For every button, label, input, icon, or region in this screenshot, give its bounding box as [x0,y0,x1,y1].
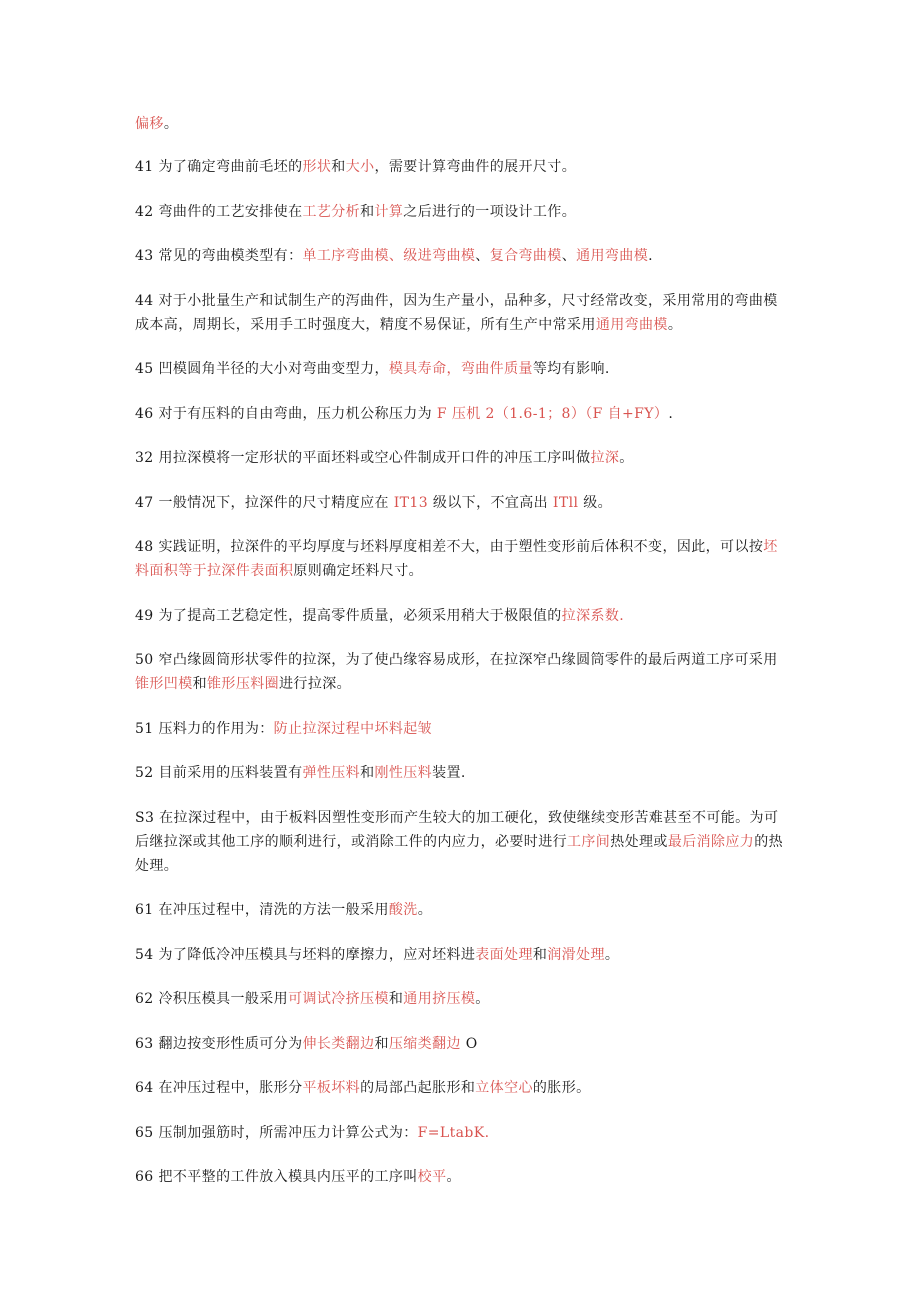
paragraph [135,1076,790,1100]
body-text: 和 [331,159,346,175]
answer-text: 防止拉深过程中坏料起皱 [273,720,433,737]
body-text: 64 在冲压过程中，胀形分 [135,1080,303,1096]
body-text: 和 [532,946,548,963]
body-text: 。 [417,902,433,918]
answer-text: 最后消除应力 [667,833,755,850]
answer-text: 表面处理 [475,946,533,963]
answer-text: 拉深系数. [561,607,625,624]
body-text: 51 压料力的作用为： [135,720,274,737]
paragraph [135,943,790,967]
document-page [135,112,790,1210]
paragraph [135,491,790,515]
answer-text: 计算 [374,203,404,220]
body-text: 43 常见的弯曲模类型有： [135,248,303,264]
answer-text: 通用挤压模 [403,991,476,1007]
body-text: 热处理或 [610,833,668,850]
body-text: 和 [192,676,208,692]
answer-text: IT13 [393,494,429,511]
body-text: 和 [374,1035,389,1052]
body-text: 的热处理。 [135,833,784,874]
answer-text: 可调试冷挤压模 [288,991,389,1007]
paragraph [135,1165,790,1189]
body-text: 之后进行的一项设计工作。 [403,203,577,220]
body-text: 49 为了提高工艺稳定性，提高零件质量，必须采用稍大于极限值的 [135,607,562,624]
answer-text: 压缩类翻边 [388,1035,461,1052]
paragraph [135,357,790,381]
paragraph [135,402,790,426]
body-text: 32 用拉深模将一定形状的平面坯料或空心件制成开口件的冲压工序叫做 [135,450,591,466]
paragraph [135,200,790,224]
answer-text: 锥形凹模 [135,676,193,692]
body-text: ，需要计算弯曲件的展开尺寸。 [374,159,577,175]
paragraph [135,1032,790,1056]
body-text: 级。 [578,494,613,511]
body-text: 45 凹模圆角半径的大小对弯曲变型力， [135,361,389,377]
answer-text: 通用弯曲模 [576,248,649,264]
paragraph [135,717,790,741]
body-text: 66 把不平整的工件放入模具内压平的工序叫 [135,1169,418,1185]
body-text: 和 [360,765,375,781]
body-text: 42 弯曲件的工艺安排使在 [135,203,303,220]
body-text: O [460,1035,478,1052]
answer-text: 工艺分析 [302,203,361,220]
paragraph [135,898,790,922]
body-text: 41 为了确定弯曲前毛坯的 [135,159,303,175]
answer-text: 校平 [417,1169,447,1185]
answer-text: F=LtabK. [417,1124,490,1141]
body-text: 。 [163,116,179,132]
answer-text: 通用弯曲模 [595,316,668,333]
answer-text: 锥形压料圈 [207,676,280,692]
paragraph [135,1121,790,1145]
answer-text: 伸长类翻边 [302,1035,375,1052]
paragraph [135,155,790,179]
answer-text: 立体空心 [475,1080,533,1096]
body-text: 。 [475,991,490,1007]
answer-text: 坯料面积等于拉深件表面积 [135,539,778,579]
body-text: 。 [619,450,634,466]
body-text: 61 在冲压过程中，清洗的方法一般采用 [135,902,389,918]
paragraph [135,289,790,337]
paragraph [135,112,790,136]
body-text: 和 [388,991,404,1007]
paragraph [135,648,790,696]
answer-text: 大小 [345,159,375,175]
body-text: 63 翻边按变形性质可分为 [135,1035,303,1052]
answer-text: 刚性压料 [374,765,433,781]
body-text: 47 一般情况下，拉深件的尺寸精度应在 [135,494,394,511]
answer-text: 平板坏料 [302,1080,361,1096]
answer-text: 单工序弯曲模、级进弯曲模 [302,248,476,264]
body-text: 的局部凸起胀形和 [360,1080,476,1096]
answer-text: 工序间 [567,833,611,850]
body-text: 原则确定坯料尺寸。 [293,563,424,579]
body-text: 46 对于有压料的自由弯曲，压力机公称压力为 [135,405,437,422]
body-text: 进行拉深。 [279,676,352,692]
body-text: 级以下，不宜高出 [428,494,553,511]
answer-text: 偏移 [135,116,164,132]
body-text: 装置. [432,765,466,781]
body-text: 54 为了降低冷冲压模具与坯料的摩擦力，应对坯料进 [135,946,476,963]
paragraph [135,761,790,785]
body-text: 。 [446,1169,461,1185]
body-text: 和 [360,203,375,220]
answer-text: F 压机 2（1.6-1；8）（F 自+FY） [436,405,669,422]
body-text: S3 在拉深过程中，由于板料因塑性变形而产生较大的加工硬化，致使继续变形苦难甚至不可能。为可后继拉深或其他工序的顺利进行，或消除工件的内应力，必要时进行 [135,809,779,850]
body-text: 、 [475,248,490,264]
answer-text: 复合弯曲模 [489,248,562,264]
body-text: 44 对于小批量生产和试制生产的泻曲件，因为生产量小，品种多，尺寸经常改变，采用常用的弯曲模成本高，周期长，采用手工时强度大，精度不易保证，所有生产中常采用 [135,292,778,333]
paragraph [135,535,790,583]
body-text: 52 目前采用的压料装置有 [135,765,303,781]
body-text: 的胀形。 [532,1080,591,1096]
body-text: 。 [604,946,620,963]
body-text: . [668,405,674,422]
body-text: 62 冷积压模具一般采用 [135,991,289,1007]
body-text: 50 窄凸缘圆筒形状零件的拉深，为了使凸缘容易成形，在拉深窄凸缘圆筒零件的最后两道工序可采用 [135,652,778,668]
answer-text: 酸洗 [388,902,418,918]
body-text: 等均有影响. [532,361,610,377]
body-text: . [648,248,653,264]
paragraph [135,806,790,878]
body-text: 。 [667,316,683,333]
answer-text: 模具寿命，弯曲件质量 [388,361,533,377]
paragraph [135,446,790,470]
body-text: 65 压制加强筋时，所需冲压力计算公式为： [135,1124,418,1141]
body-text: 、 [561,248,577,264]
answer-text: 弹性压料 [302,765,361,781]
answer-text: ITll [552,494,579,511]
answer-text: 润滑处理 [547,946,605,963]
answer-text: 形状 [302,159,332,175]
paragraph [135,604,790,628]
answer-text: 拉深 [590,450,620,466]
paragraph [135,244,790,268]
body-text: 48 实践证明，拉深件的平均厚度与坯料厚度相差不大，由于塑性变形前后体积不变，因此，可以按 [135,539,764,555]
paragraph [135,987,790,1011]
